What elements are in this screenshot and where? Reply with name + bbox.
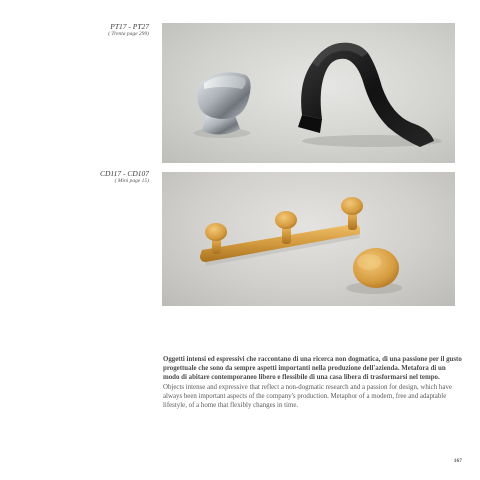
product-codes: CD117 - CD107: [99, 169, 149, 178]
gold-hook-rack: [200, 197, 363, 266]
chrome-knob: [194, 72, 251, 138]
product-reference: ( Mini page 15): [114, 178, 149, 184]
english-description: Objects intense and expressive that reflect a non-dogmatic research and a passion for design, which have always been important aspects of the company's production. Metaphor of a modern, free and adaptable lifestyle, of a home that flexibly changes in time.: [163, 384, 452, 410]
product-codes: PT17 - PT27: [110, 22, 149, 31]
hooks-illustration: [162, 172, 455, 306]
product-reference: ( Trenta page 299): [108, 31, 149, 37]
product-photo-hooks: [162, 172, 455, 306]
italian-description: Oggetti intensi ed espressivi che raccontano di una ricerca non dogmatica, di una passione per il gusto progettuale che sono da sempre aspetti importanti nella produzione dell'azienda. Metafora di un modo di abitare contemporaneo libero e flessibile di una casa libera di trasformarsi nel tempo.: [163, 356, 462, 382]
handles-illustration: [162, 23, 455, 163]
product-label-pt17-pt27: [86, 22, 149, 38]
gold-knob: [346, 248, 402, 294]
product-label-cd117-cd107: [86, 169, 149, 185]
product-photo-handles: [162, 23, 455, 163]
black-pull-handle: [298, 43, 442, 147]
page-number: 167: [453, 458, 462, 464]
